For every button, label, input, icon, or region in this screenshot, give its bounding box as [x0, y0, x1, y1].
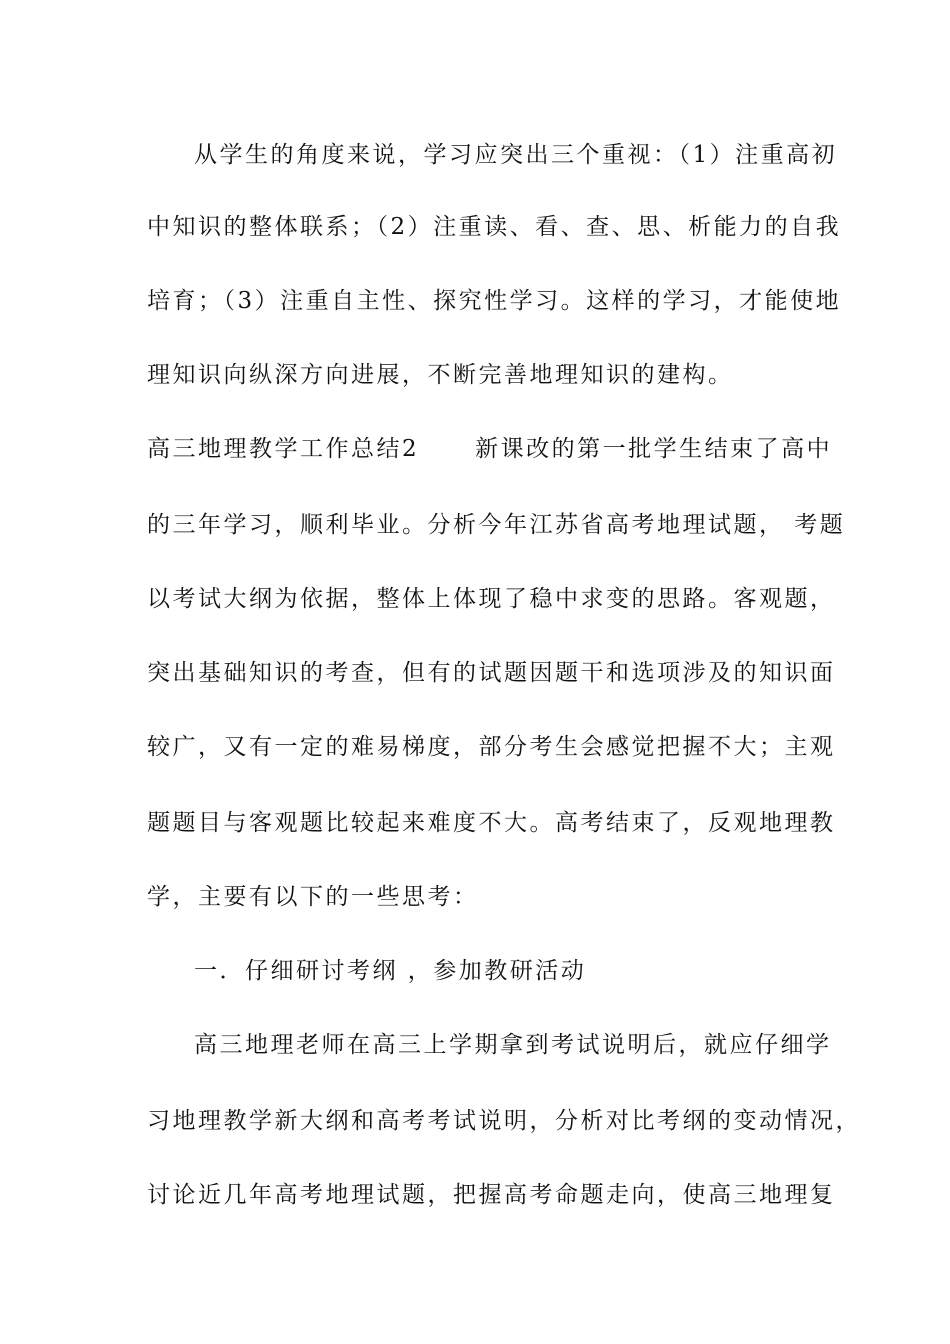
paragraph-line-5: 新课改的第一批学生结束了高中: [475, 436, 833, 462]
paragraph-line-13: 高三地理老师在高三上学期拿到考试说明后，就应仔细学: [194, 1032, 832, 1058]
subheading-line: 一．仔细研讨考纲 ，参加教研活动: [194, 958, 587, 984]
paragraph-line-7: 以考试大纲为依据，整体上体现了稳中求变的思路。客观题，: [147, 586, 836, 612]
paragraph-line-6: 的三年学习，顺利毕业。分析今年江苏省高考地理试题， 考题: [147, 512, 846, 538]
paragraph-line-1: 从学生的角度来说，学习应突出三个重视：（1）注重高初: [194, 142, 838, 168]
paragraph-line-15: 讨论近几年高考地理试题，把握高考命题走向，使高三地理复: [147, 1182, 836, 1208]
section-heading-line: [147, 434, 833, 464]
paragraph-line-8: 突出基础知识的考查，但有的试题因题干和选项涉及的知识面: [147, 660, 836, 686]
paragraph-line-3: 培育；（3）注重自主性、探究性学习。这样的学习，才能使地: [147, 288, 842, 314]
section-heading: 高三地理教学工作总结2: [147, 436, 420, 462]
paragraph-line-9: 较广，又有一定的难易梯度，部分考生会感觉把握不大；主观: [147, 734, 836, 760]
paragraph-line-11: 学，主要有以下的一些思考：: [147, 884, 479, 910]
paragraph-line-4: 理知识向纵深方向进展，不断完善地理知识的建构。: [147, 362, 734, 388]
paragraph-line-10: 题题目与客观题比较起来难度不大。高考结束了，反观地理教: [147, 810, 836, 836]
paragraph-line-14: 习地理教学新大纲和高考考试说明，分析对比考纲的变动情况，: [147, 1108, 861, 1134]
paragraph-line-2: 中知识的整体联系；（2）注重读、看、查、思、析能力的自我: [147, 214, 842, 240]
